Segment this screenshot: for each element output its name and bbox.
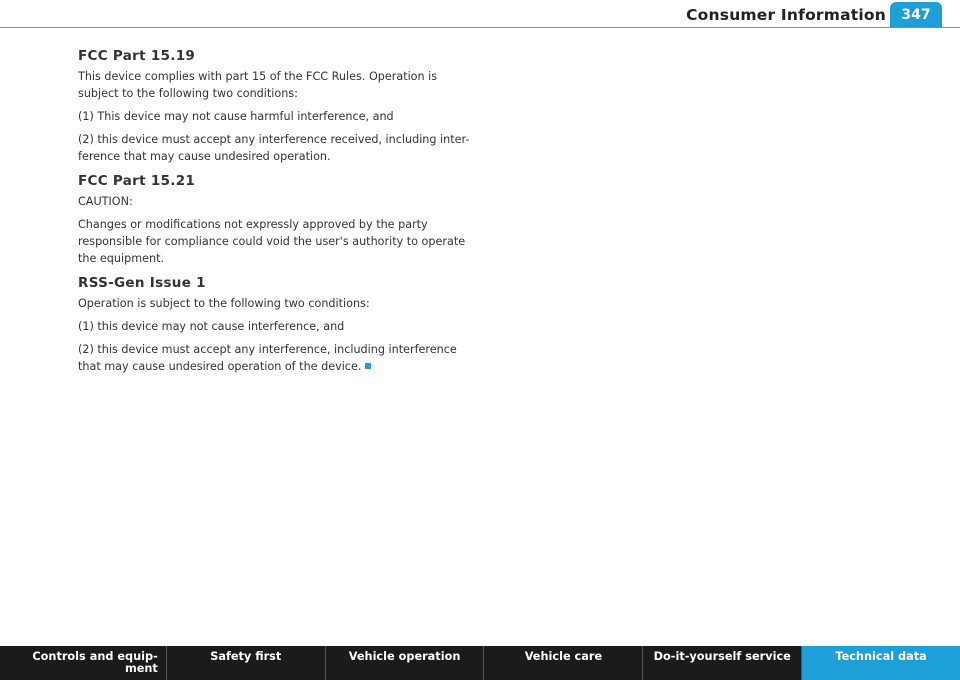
nav-tab-safety[interactable]: Safety first [167, 646, 326, 680]
paragraph: (1) this device may not cause interference, and [78, 320, 345, 333]
paragraph: (1) This device may not cause harmful interference, and [78, 110, 394, 123]
chapter-nav-bar [0, 646, 960, 680]
section-heading: FCC Part 15.19 [78, 48, 196, 64]
nav-tab-vehicle-operation[interactable]: Vehicle operation [326, 646, 485, 680]
section-heading: RSS-Gen Issue 1 [78, 275, 206, 291]
chapter-title: Consumer Information [686, 6, 886, 24]
page-number-badge: 347 [890, 2, 942, 28]
section-fcc-15-21 [78, 173, 478, 267]
header-divider [0, 27, 960, 28]
paragraph: Operation is subject to the following two conditions: [78, 297, 370, 310]
nav-tab-vehicle-care[interactable]: Vehicle care [484, 646, 643, 680]
nav-tab-technical-data[interactable]: Technical data [802, 646, 960, 680]
main-content [78, 48, 478, 383]
end-of-section-icon [365, 363, 371, 369]
nav-tab-diy-service[interactable]: Do-it-yourself service [643, 646, 802, 680]
paragraph: This device complies with part 15 of the FCC Rules. Operation is subject to the following two conditions: [78, 70, 438, 100]
section-fcc-15-19 [78, 48, 478, 165]
paragraph: (2) this device must accept any interference received, including inter-ference that may cause undesired operation. [78, 133, 470, 163]
section-rss-gen [78, 275, 478, 375]
nav-tab-controls[interactable]: Controls and equip-ment [0, 646, 167, 680]
page-header [0, 0, 960, 30]
paragraph-last [78, 341, 478, 375]
section-heading: FCC Part 15.21 [78, 173, 196, 189]
paragraph: CAUTION: [78, 195, 133, 208]
paragraph: Changes or modifications not expressly approved by the party responsible for compliance could void the user's authority to operate the equipment. [78, 218, 466, 265]
paragraph-text: (2) this device must accept any interference, including interference that may cause undesired operation of the device. [78, 343, 457, 373]
